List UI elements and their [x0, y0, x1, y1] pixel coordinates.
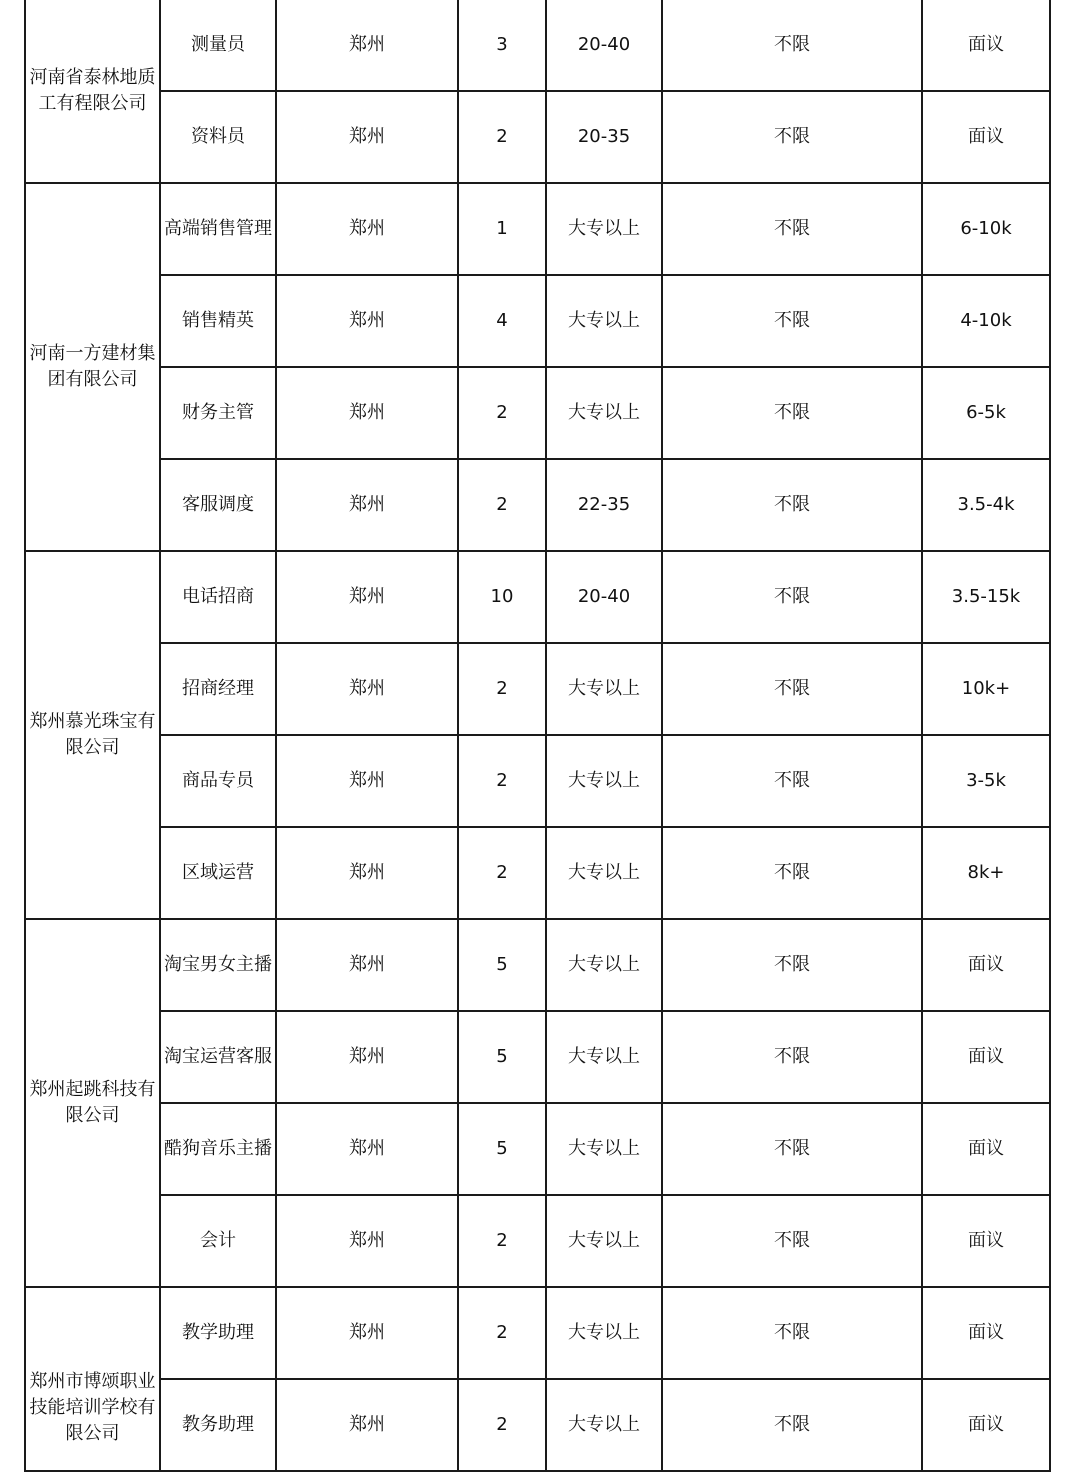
location-cell: 郑州 [276, 1011, 458, 1103]
requirement-cell: 22-35 [546, 459, 662, 551]
table-body [25, 0, 1050, 1471]
requirement-cell: 大专以上 [546, 919, 662, 1011]
location-cell: 郑州 [276, 643, 458, 735]
headcount-cell: 2 [458, 827, 546, 919]
experience-cell: 不限 [662, 1103, 922, 1195]
experience-cell: 不限 [662, 459, 922, 551]
salary-cell: 3.5-4k [922, 459, 1050, 551]
experience-cell: 不限 [662, 367, 922, 459]
position-cell: 测量员 [160, 0, 276, 91]
table-row [25, 183, 1050, 275]
location-cell: 郑州 [276, 735, 458, 827]
position-cell: 商品专员 [160, 735, 276, 827]
table-row [25, 1379, 1050, 1471]
company-name-line: 郑州市博颂职业 [29, 1371, 156, 1392]
position-cell: 电话招商 [160, 551, 276, 643]
company-name-line: 限公司 [65, 737, 120, 758]
experience-cell: 不限 [662, 643, 922, 735]
company-name-cell [25, 1287, 160, 1471]
experience-cell: 不限 [662, 919, 922, 1011]
table-row [25, 827, 1050, 919]
table-row [25, 1103, 1050, 1195]
position-cell: 会计 [160, 1195, 276, 1287]
requirement-cell: 大专以上 [546, 367, 662, 459]
location-cell: 郑州 [276, 0, 458, 91]
requirement-cell: 大专以上 [546, 1195, 662, 1287]
salary-cell: 面议 [922, 1195, 1050, 1287]
salary-cell: 3-5k [922, 735, 1050, 827]
position-cell: 财务主管 [160, 367, 276, 459]
salary-cell: 面议 [922, 1011, 1050, 1103]
position-cell: 淘宝男女主播 [160, 919, 276, 1011]
company-name-line: 郑州起跳科技有 [29, 1079, 156, 1100]
experience-cell: 不限 [662, 275, 922, 367]
salary-cell: 面议 [922, 1287, 1050, 1379]
company-name-cell [25, 0, 160, 183]
company-name-line: 工有程限公司 [38, 93, 147, 114]
position-cell: 客服调度 [160, 459, 276, 551]
table-row [25, 0, 1050, 91]
headcount-cell: 2 [458, 459, 546, 551]
table-row [25, 91, 1050, 183]
requirement-cell: 大专以上 [546, 827, 662, 919]
position-cell: 资料员 [160, 91, 276, 183]
position-cell: 招商经理 [160, 643, 276, 735]
table-row [25, 1011, 1050, 1103]
headcount-cell: 2 [458, 643, 546, 735]
salary-cell: 3.5-15k [922, 551, 1050, 643]
company-name-line: 限公司 [65, 1423, 120, 1444]
position-cell: 酷狗音乐主播 [160, 1103, 276, 1195]
location-cell: 郑州 [276, 91, 458, 183]
position-cell: 高端销售管理 [160, 183, 276, 275]
headcount-cell: 2 [458, 1195, 546, 1287]
experience-cell: 不限 [662, 827, 922, 919]
job-listing-table [24, 0, 1051, 1472]
requirement-cell: 大专以上 [546, 1011, 662, 1103]
salary-cell: 面议 [922, 1379, 1050, 1471]
location-cell: 郑州 [276, 551, 458, 643]
table-row [25, 551, 1050, 643]
requirement-cell: 大专以上 [546, 735, 662, 827]
headcount-cell: 3 [458, 0, 546, 91]
headcount-cell: 4 [458, 275, 546, 367]
location-cell: 郑州 [276, 1379, 458, 1471]
location-cell: 郑州 [276, 1195, 458, 1287]
position-cell: 区域运营 [160, 827, 276, 919]
salary-cell: 面议 [922, 91, 1050, 183]
requirement-cell: 大专以上 [546, 1287, 662, 1379]
table-row [25, 459, 1050, 551]
experience-cell: 不限 [662, 0, 922, 91]
company-name-line: 河南一方建材集 [29, 343, 156, 364]
location-cell: 郑州 [276, 1287, 458, 1379]
requirement-cell: 20-35 [546, 91, 662, 183]
requirement-cell: 大专以上 [546, 183, 662, 275]
location-cell: 郑州 [276, 367, 458, 459]
company-name-cell [25, 551, 160, 919]
requirement-cell: 大专以上 [546, 1103, 662, 1195]
table-row [25, 275, 1050, 367]
salary-cell: 10k+ [922, 643, 1050, 735]
company-name-line: 限公司 [65, 1105, 120, 1126]
position-cell: 淘宝运营客服 [160, 1011, 276, 1103]
salary-cell: 面议 [922, 0, 1050, 91]
headcount-cell: 2 [458, 367, 546, 459]
requirement-cell: 大专以上 [546, 1379, 662, 1471]
company-name-cell [25, 919, 160, 1287]
requirement-cell: 大专以上 [546, 275, 662, 367]
salary-cell: 6-5k [922, 367, 1050, 459]
headcount-cell: 10 [458, 551, 546, 643]
headcount-cell: 1 [458, 183, 546, 275]
company-name-cell [25, 183, 160, 551]
experience-cell: 不限 [662, 735, 922, 827]
company-name-line: 郑州慕光珠宝有 [29, 711, 156, 732]
position-cell: 教务助理 [160, 1379, 276, 1471]
experience-cell: 不限 [662, 183, 922, 275]
table-row [25, 1195, 1050, 1287]
experience-cell: 不限 [662, 1379, 922, 1471]
position-cell: 销售精英 [160, 275, 276, 367]
experience-cell: 不限 [662, 551, 922, 643]
position-cell: 教学助理 [160, 1287, 276, 1379]
requirement-cell: 20-40 [546, 0, 662, 91]
headcount-cell: 5 [458, 1103, 546, 1195]
location-cell: 郑州 [276, 275, 458, 367]
headcount-cell: 2 [458, 1379, 546, 1471]
table-row [25, 919, 1050, 1011]
salary-cell: 面议 [922, 1103, 1050, 1195]
salary-cell: 4-10k [922, 275, 1050, 367]
experience-cell: 不限 [662, 1011, 922, 1103]
location-cell: 郑州 [276, 183, 458, 275]
experience-cell: 不限 [662, 1195, 922, 1287]
salary-cell: 8k+ [922, 827, 1050, 919]
company-name-line: 河南省泰林地质 [29, 67, 156, 88]
company-name-line: 技能培训学校有 [29, 1397, 156, 1418]
requirement-cell: 20-40 [546, 551, 662, 643]
headcount-cell: 2 [458, 1287, 546, 1379]
headcount-cell: 2 [458, 91, 546, 183]
location-cell: 郑州 [276, 827, 458, 919]
location-cell: 郑州 [276, 459, 458, 551]
headcount-cell: 5 [458, 1011, 546, 1103]
salary-cell: 面议 [922, 919, 1050, 1011]
location-cell: 郑州 [276, 1103, 458, 1195]
requirement-cell: 大专以上 [546, 643, 662, 735]
table-row [25, 735, 1050, 827]
headcount-cell: 5 [458, 919, 546, 1011]
salary-cell: 6-10k [922, 183, 1050, 275]
headcount-cell: 2 [458, 735, 546, 827]
experience-cell: 不限 [662, 91, 922, 183]
table-row [25, 643, 1050, 735]
table-row [25, 367, 1050, 459]
experience-cell: 不限 [662, 1287, 922, 1379]
location-cell: 郑州 [276, 919, 458, 1011]
table-row [25, 1287, 1050, 1379]
company-name-line: 团有限公司 [47, 369, 138, 390]
